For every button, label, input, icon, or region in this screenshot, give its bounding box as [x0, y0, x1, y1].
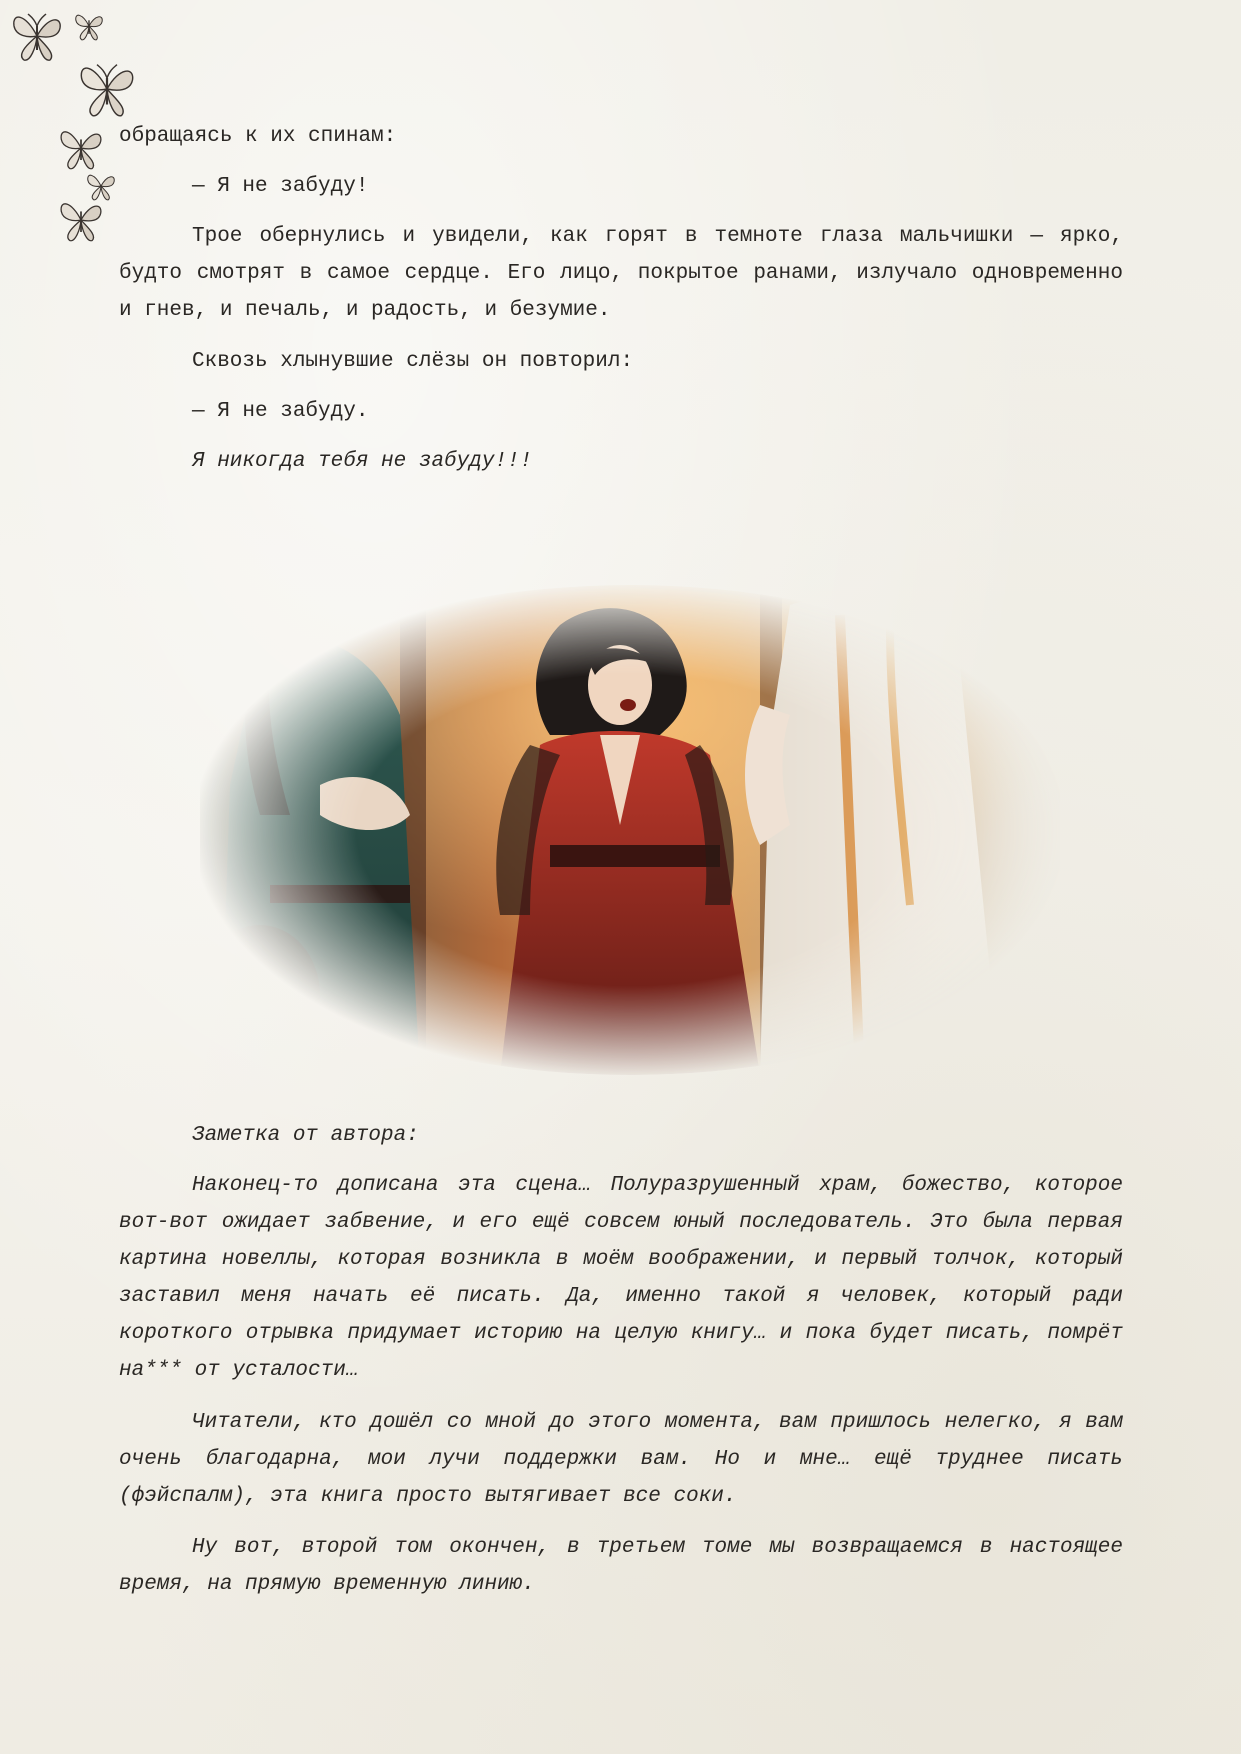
author-note-paragraph: Читатели, кто дошёл со мной до этого момента, вам пришлось нелегко, я вам очень благодарна, мои лучи поддержки вам. Но и мне… ещё труднее писать (фэйспалм), эта книга просто вытягивает все соки.: [119, 1411, 1123, 1508]
story-paragraph: Сквозь хлынувшие слёзы он повторил:: [192, 350, 634, 373]
story-dialogue: — Я не забуду!: [192, 175, 369, 198]
story-dialogue: — Я не забуду.: [192, 400, 369, 423]
scene-illustration: [200, 585, 1060, 1075]
author-note-heading: Заметка от автора:: [192, 1124, 419, 1147]
butterfly-icon: [74, 58, 140, 120]
story-thought: Я никогда тебя не забуду!!!: [192, 450, 533, 473]
author-note-paragraph: Ну вот, второй том окончен, в третьем томе мы возвращаемся в настоящее время, на прямую временную линию.: [119, 1536, 1123, 1596]
butterfly-icon: [8, 8, 66, 64]
story-paragraph: обращаясь к их спинам:: [119, 125, 397, 148]
butterfly-icon: [56, 124, 106, 172]
story-paragraph: Трое обернулись и увидели, как горят в темноте глаза мальчишки — ярко, будто смотрят в самое сердце. Его лицо, покрытое ранами, излучало одновременно и гнев, и печаль, и радость, и безумие.: [119, 225, 1123, 322]
butterfly-icon: [72, 10, 106, 42]
author-note-paragraph: Наконец-то дописана эта сцена… Полуразрушенный храм, божество, которое вот-вот ожидает забвение, и его ещё совсем юный последователь. Это была первая картина новеллы, которая возникла в моём воображении, и первый толчок, который заставил меня начать её писать. Да, именно такой я человек, который ради короткого отрывка придумает историю на целую книгу… и пока будет писать, помрёт на*** от усталости…: [119, 1174, 1123, 1382]
butterfly-icon: [56, 196, 106, 244]
